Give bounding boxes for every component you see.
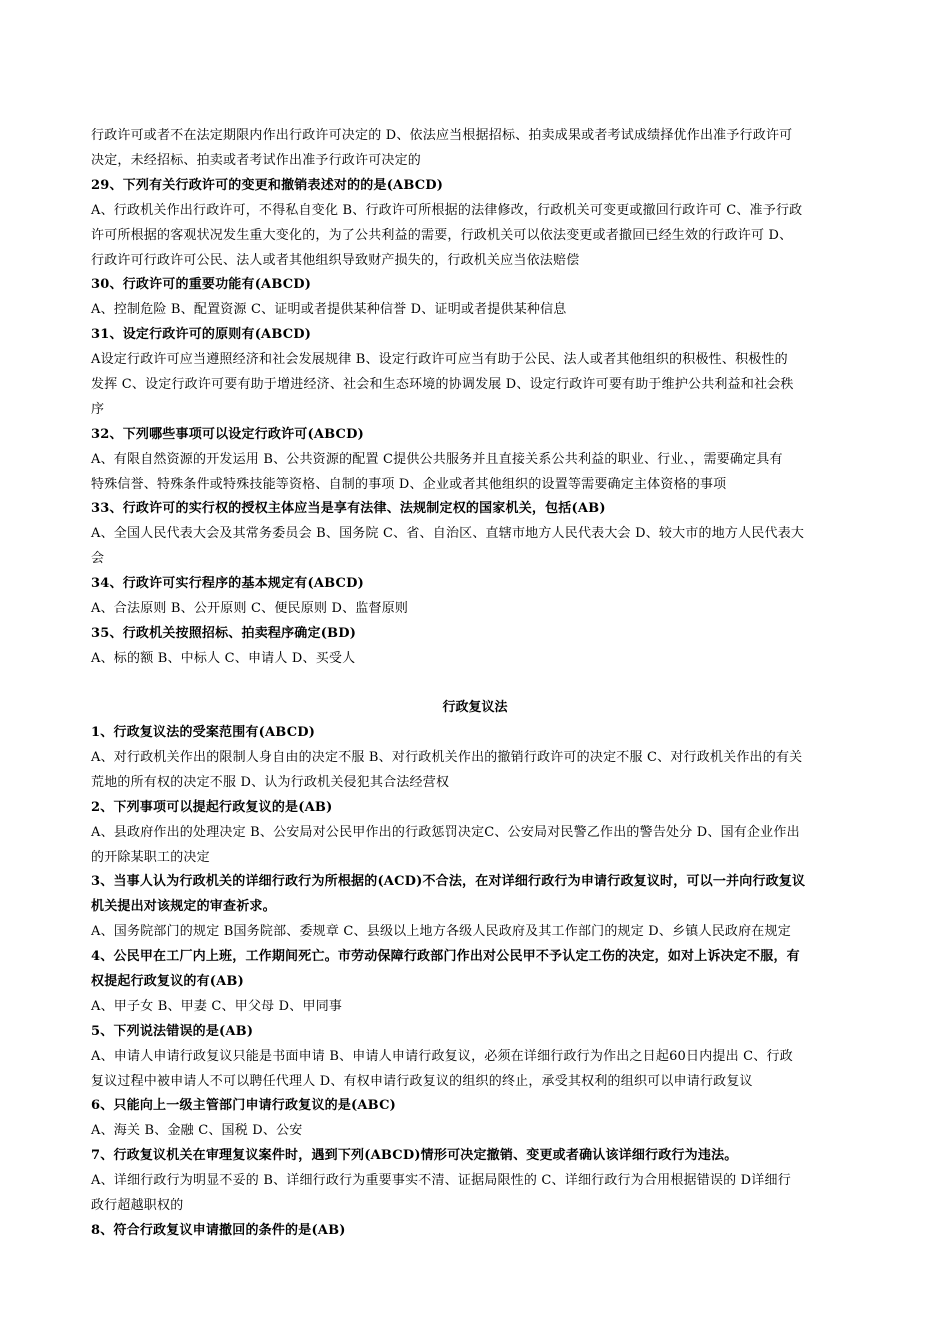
question-heading: 2、下列事项可以提起行政复议的是(AB) xyxy=(91,800,333,815)
question-heading: 3、当事人认为行政机关的详细行政行为所根据的(ACD)不合法，在对详细行政行为申请行政复议时，可以一并向行政复议 xyxy=(91,874,806,889)
text-line: A、申请人申请行政复议只能是书面申请 B、申请人申请行政复议，必须在详细行政行为作出之日起60日内提出 C、行政 xyxy=(91,1049,793,1064)
question-heading: 32、下列哪些事项可以设定行政许可(ABCD) xyxy=(91,427,364,442)
text-line: A、控制危险 B、配置资源 C、证明或者提供某种信誉 D、证明或者提供某种信息 xyxy=(91,302,567,317)
question-heading: 4、公民甲在工厂内上班，工作期间死亡。市劳动保障行政部门作出对公民甲不予认定工伤的决定，如对上诉决定不服，有 xyxy=(91,949,800,964)
text-line: 许可所根据的客观状况发生重大变化的，为了公共利益的需要，行政机关可以依法变更或者撤回已经生效的行政许可 D、 xyxy=(91,228,793,243)
question-heading: 1、行政复议法的受案范围有(ABCD) xyxy=(91,725,316,740)
text-line: 决定，未经招标、拍卖或者考试作出准予行政许可决定的 xyxy=(91,153,422,168)
text-line: A、海关 B、金融 C、国税 D、公安 xyxy=(91,1123,303,1138)
question-heading: 6、只能向上一级主管部门申请行政复议的是(ABC) xyxy=(91,1098,397,1113)
text-line: A、对行政机关作出的限制人身自由的决定不服 B、对行政机关作出的撤销行政许可的决定不服 C、对行政机关作出的有关 xyxy=(91,750,803,765)
text-line: A、国务院部门的规定 B国务院部、委规章 C、县级以上地方各级人民政府及其工作部门的规定 D、乡镇人民政府在规定 xyxy=(91,924,791,939)
question-heading: 7、行政复议机关在审理复议案件时，遇到下列(ABCD)情形可决定撤销、变更或者确认该详细行政行为违法。 xyxy=(91,1148,738,1163)
text-line: A、有限自然资源的开发运用 B、公共资源的配置 C提供公共服务并且直接关系公共利益的职业、行业、，需要确定具有 xyxy=(91,452,783,467)
question-heading: 8、符合行政复议申请撤回的条件的是(AB) xyxy=(91,1223,346,1238)
text-line: 荒地的所有权的决定不服 D、认为行政机关侵犯其合法经营权 xyxy=(91,775,450,790)
text-line: A设定行政许可应当遵照经济和社会发展规律 B、设定行政许可应当有助于公民、法人或者其他组织的积极性、积极性的 xyxy=(91,352,788,367)
text-line: 行政许可或者不在法定期限内作出行政许可决定的 D、依法应当根据招标、拍卖成果或者考试成绩择优作出准予行政许可 xyxy=(91,128,793,143)
text-line: A、标的额 B、中标人 C、申请人 D、买受人 xyxy=(91,651,356,666)
question-heading: 31、设定行政许可的原则有(ABCD) xyxy=(91,327,312,342)
question-heading: 34、行政许可实行程序的基本规定有(ABCD) xyxy=(91,576,364,591)
text-line: A、行政机关作出行政许可，不得私自变化 B、行政许可所根据的法律修改，行政机关可变更或撤回行政许可 C、准予行政 xyxy=(91,203,803,218)
question-heading: 30、行政许可的重要功能有(ABCD) xyxy=(91,277,312,292)
text-line: A、甲子女 B、甲妻 C、甲父母 D、甲同事 xyxy=(91,999,343,1014)
question-heading: 机关提出对该规定的审查祈求。 xyxy=(91,899,276,914)
text-line: 序 xyxy=(91,402,105,417)
text-line: A、全国人民代表大会及其常务委员会 B、国务院 C、省、自治区、直辖市地方人民代表大会 D、较大市的地方人民代表大 xyxy=(91,526,805,541)
question-heading: 33、行政许可的实行权的授权主体应当是享有法律、法规制定权的国家机关，包括(AB) xyxy=(91,501,606,516)
section-title: 行政复议法 xyxy=(442,700,508,715)
question-heading: 35、行政机关按照招标、拍卖程序确定(BD) xyxy=(91,626,357,641)
text-line: A、合法原则 B、公开原则 C、便民原则 D、监督原则 xyxy=(91,601,409,616)
text-line: 发挥 C、设定行政许可要有助于增进经济、社会和生态环境的协调发展 D、设定行政许可要有助于维护公共利益和社会秩 xyxy=(91,377,794,392)
text-line: 会 xyxy=(91,551,105,566)
text-line: A、县政府作出的处理决定 B、公安局对公民甲作出的行政惩罚决定C、公安局对民警乙作出的警告处分 D、国有企业作出 xyxy=(91,825,800,840)
text-line: 特殊信誉、特殊条件或特殊技能等资格、自制的事项 D、企业或者其他组织的设置等需要确定主体资格的事项 xyxy=(91,477,727,492)
text-line: A、详细行政行为明显不妥的 B、详细行政行为重要事实不清、证据局限性的 C、详细行政行为合用根据错误的 D详细行 xyxy=(91,1173,791,1188)
text-line: 复议过程中被申请人不可以聘任代理人 D、有权申请行政复议的组织的终止，承受其权利的组织可以申请行政复议 xyxy=(91,1074,753,1089)
question-heading: 29、下列有关行政许可的变更和撤销表述对的的是(ABCD) xyxy=(91,178,444,193)
question-heading: 权提起行政复议的有(AB) xyxy=(91,974,244,989)
text-line: 行政许可行政许可公民、法人或者其他组织导致财产损失的，行政机关应当依法赔偿 xyxy=(91,253,580,268)
text-line: 的开除某职工的决定 xyxy=(91,850,210,865)
text-line: 政行超越职权的 xyxy=(91,1198,184,1213)
question-heading: 5、下列说法错误的是(AB) xyxy=(91,1024,254,1039)
